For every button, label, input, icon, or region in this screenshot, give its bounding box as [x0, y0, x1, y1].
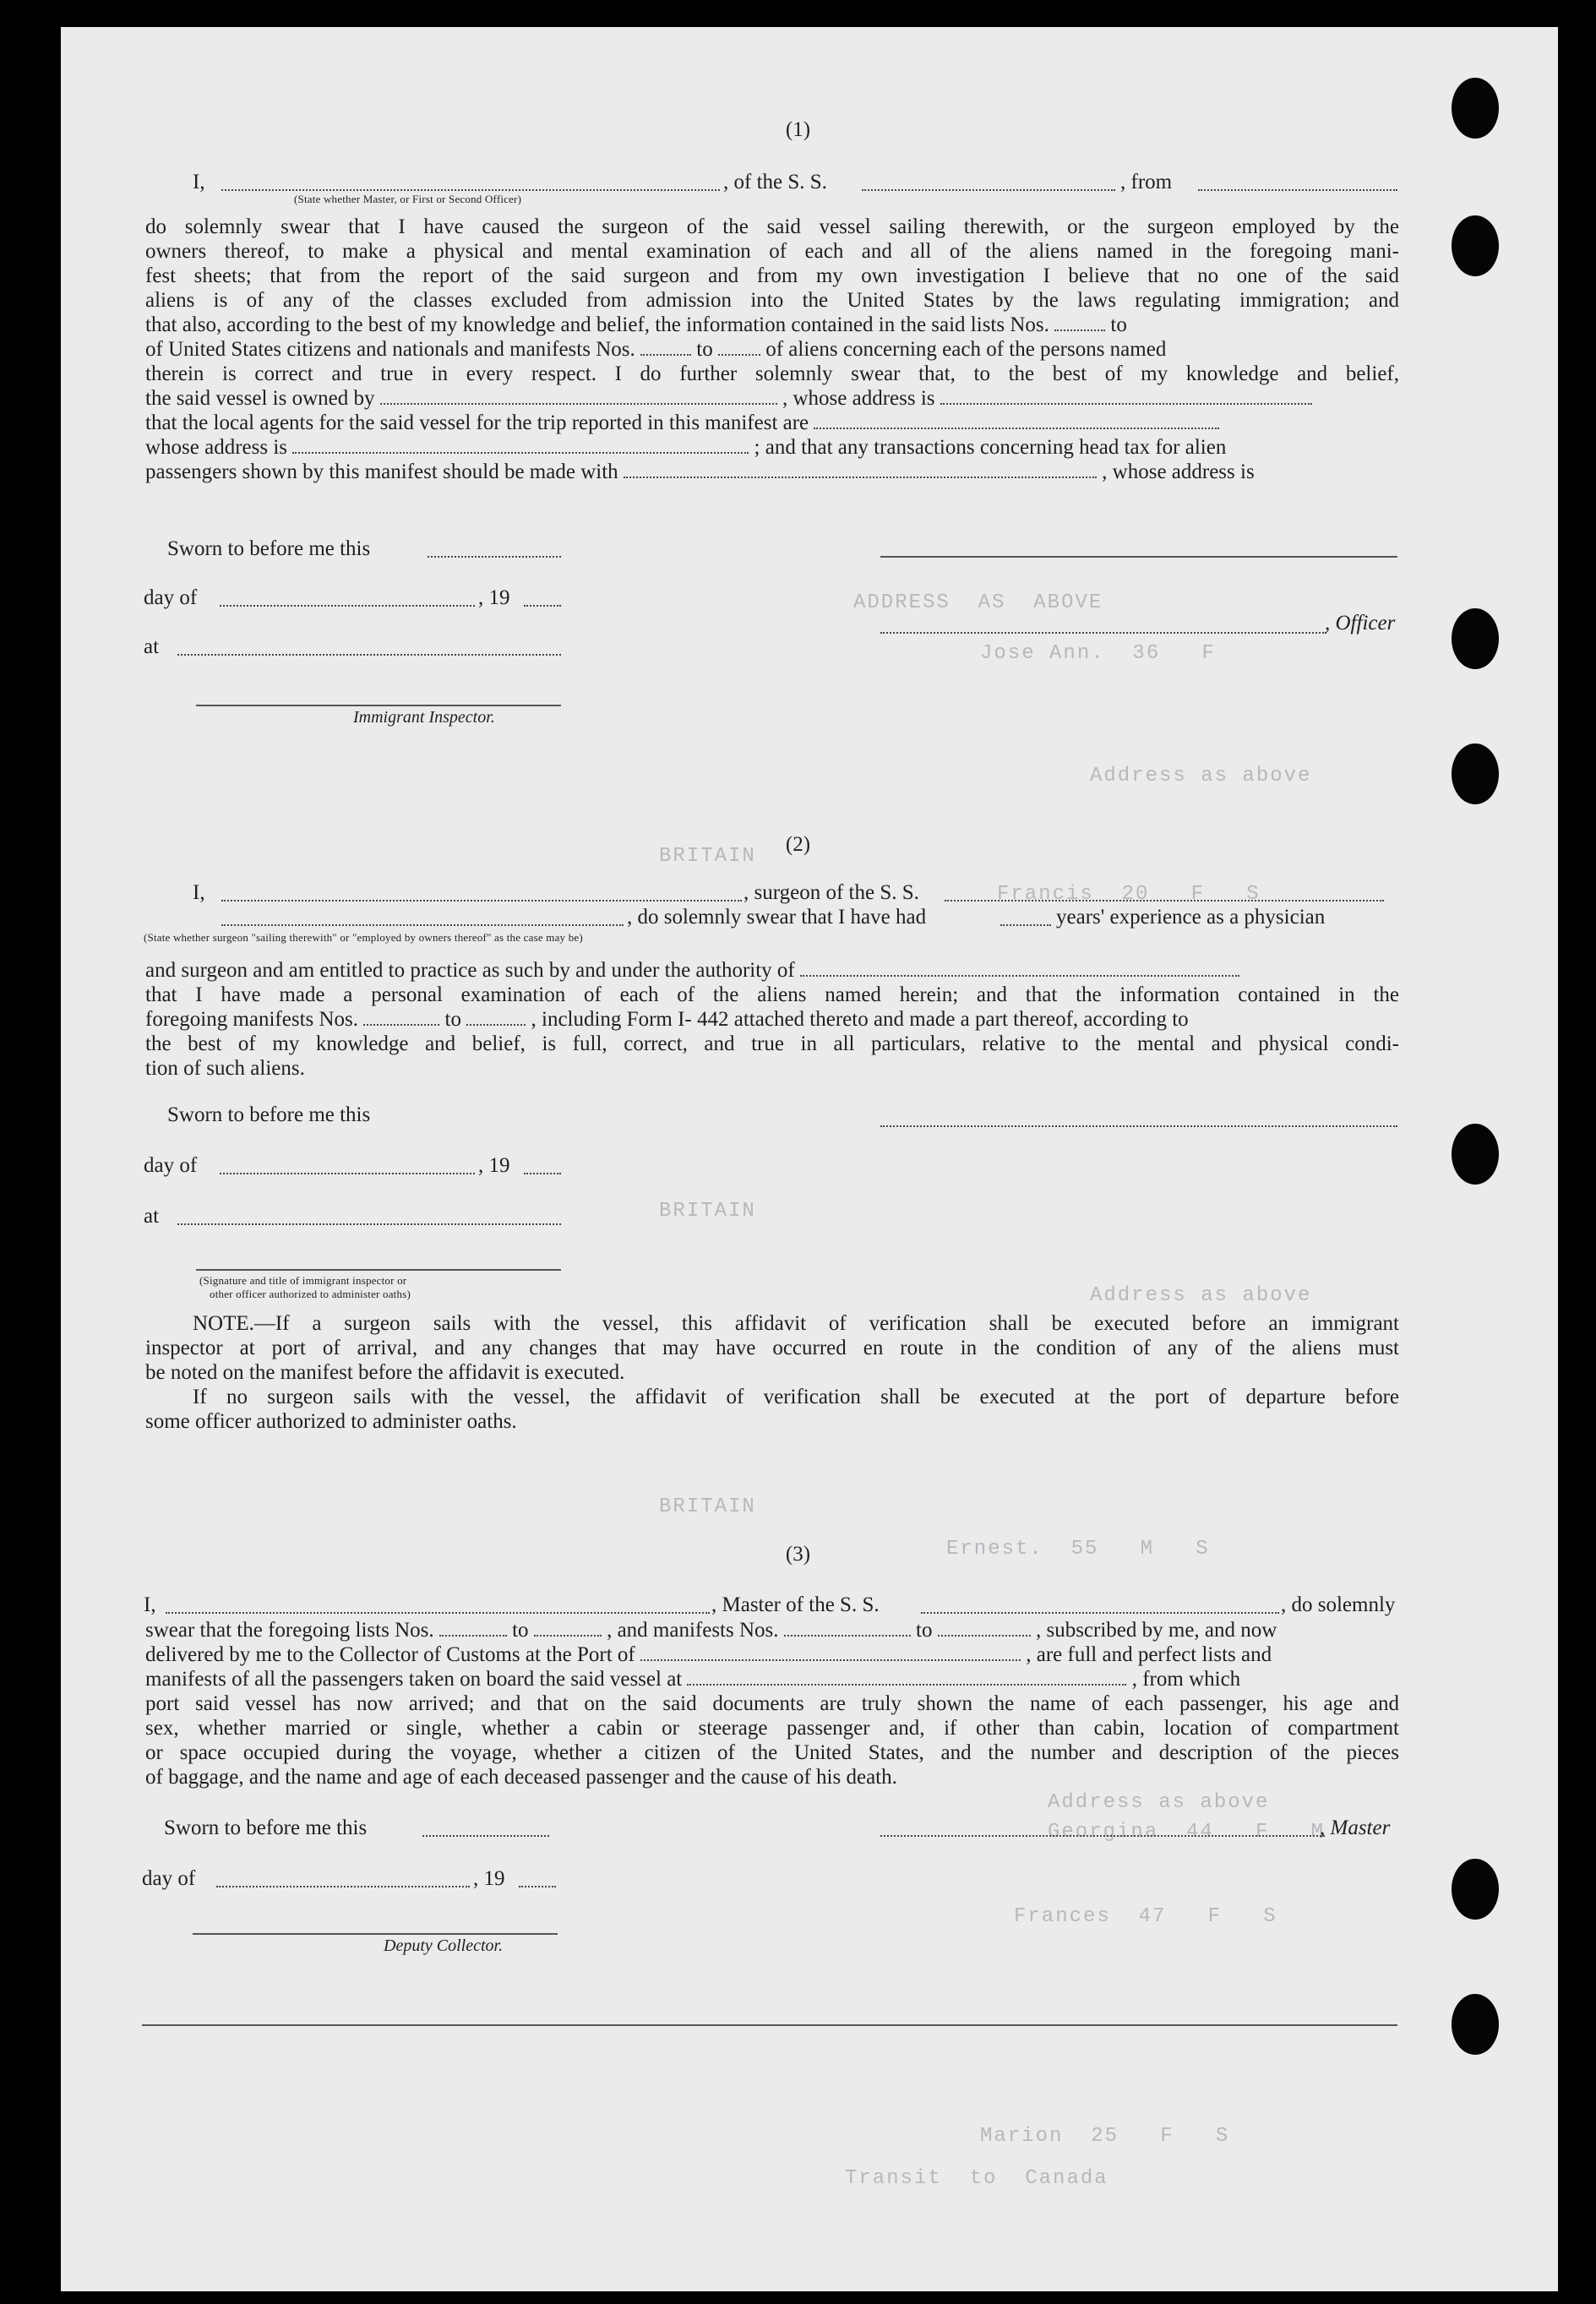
oath-line: [145, 313, 1399, 337]
declarant-i: I,: [193, 171, 205, 193]
oath-line: port said vessel has now arrived; and that on the said documents are truly shown the name of each passenger, his age and: [145, 1692, 1399, 1715]
port-field[interactable]: [640, 1642, 1021, 1661]
to-label: to: [444, 1008, 461, 1031]
authority-field[interactable]: [800, 958, 1239, 977]
sworn-label: Sworn to before me this: [164, 1817, 368, 1839]
oath-line-text: , and manifests Nos.: [607, 1619, 779, 1642]
year-field[interactable]: [519, 1884, 556, 1887]
list-no-field[interactable]: [1054, 313, 1105, 331]
oath-line: [145, 435, 1399, 460]
officer-signature-field[interactable]: [880, 630, 1326, 634]
oath-line: fest sheets; that from the report of the said surgeon and from my own investigation I believe that no one of the said: [145, 264, 1399, 287]
officer-note: (State whether Master, or First or Second Officer): [294, 193, 522, 205]
note-line: some officer authorized to administer oaths.: [145, 1410, 517, 1433]
signature-line: [880, 1124, 1397, 1127]
do-solemnly-label: , do solemnly: [1281, 1593, 1396, 1616]
oath-line-text: ; and that any transactions concerning head tax for alien: [754, 436, 1227, 459]
oath-line-text: delivered by me to the Collector of Customs at the Port of: [145, 1643, 635, 1666]
inspector-signature-line: [196, 703, 561, 706]
bleed-through-line: BRITAIN: [659, 845, 756, 868]
bleed-through-line: Jose Ann. 36 F: [980, 642, 1216, 665]
oath-line-text: passengers shown by this manifest should be made with: [145, 460, 618, 483]
to-label: to: [696, 338, 713, 361]
oath-line: [145, 411, 1399, 435]
oath-line-text: manifests of all the passengers taken on board the said vessel at: [145, 1668, 683, 1691]
oath-line-text: and surgeon and am entitled to practice as such by and under the authority of: [145, 959, 795, 982]
section-number: (1): [785, 118, 811, 141]
at-place-field[interactable]: [177, 652, 561, 656]
inspector-label: Immigrant Inspector.: [353, 708, 495, 727]
master-of-label: , Master of the S. S.: [711, 1593, 880, 1616]
year-label: , 19: [473, 1867, 505, 1890]
day-of-label: day of: [142, 1867, 196, 1890]
binder-hole: [1452, 1859, 1499, 1920]
of-the-ss-label: , of the S. S.: [723, 171, 827, 193]
master-signature-field[interactable]: [880, 1833, 1325, 1837]
owner-field[interactable]: [380, 386, 777, 405]
local-agents-field[interactable]: [814, 411, 1219, 429]
oath-line-text: , whose address is: [1102, 460, 1255, 483]
sworn-date-field[interactable]: [422, 1833, 549, 1837]
master-label: , Master: [1320, 1817, 1391, 1839]
day-of-field[interactable]: [220, 603, 475, 607]
owner-address-field[interactable]: [940, 386, 1312, 405]
note-line: be noted on the manifest before the affidavit is executed.: [145, 1361, 625, 1384]
bleed-through-line: Address as above: [1090, 765, 1312, 787]
signature-note: other officer authorized to administer oaths): [210, 1288, 411, 1300]
manifest-no-field[interactable]: [784, 1618, 911, 1637]
oath-line-text: , subscribed by me, and now: [1035, 1619, 1277, 1642]
years-experience-field[interactable]: [1000, 923, 1051, 926]
oath-line: [145, 460, 1399, 484]
oath-line: [145, 1642, 1399, 1667]
oath-line: [145, 386, 1399, 411]
day-of-field[interactable]: [220, 1171, 475, 1174]
oath-line-text: the said vessel is owned by: [145, 387, 375, 410]
year-label: , 19: [478, 1154, 510, 1177]
oath-line-text: that the local agents for the said vessel for the trip reported in this manifest are: [145, 411, 809, 434]
from-label: , from: [1120, 171, 1173, 193]
oath-line: or space occupied during the voyage, whether a citizen of the United States, and the number and description of the pieces: [145, 1741, 1399, 1764]
surgeon-type-field[interactable]: [221, 923, 624, 926]
year-label: , 19: [478, 586, 510, 609]
binder-hole: [1452, 1994, 1499, 2055]
day-of-label: day of: [144, 586, 198, 609]
oath-line: [145, 337, 1399, 362]
years-experience-label: years' experience as a physician: [1056, 906, 1326, 929]
oath-line-text: that also, according to the best of my knowledge and belief, the information contained in the said lists Nos.: [145, 313, 1049, 336]
do-solemnly-label: , do solemnly swear that I have had: [627, 906, 927, 929]
vessel-name-field[interactable]: [921, 1610, 1279, 1614]
oath-line-text: whose address is: [145, 436, 288, 459]
manifest-no-field[interactable]: [363, 1007, 439, 1026]
surgeon-note: (State whether surgeon "sailing therewith" or "employed by owners thereof" as the case may be): [144, 931, 583, 944]
surgeon-of-label: , surgeon of the S. S.: [744, 881, 919, 904]
bleed-through-line: Georgina 44 F M: [1048, 1821, 1326, 1844]
surgeon-name-field[interactable]: [221, 898, 742, 901]
to-label: to: [916, 1619, 933, 1642]
bleed-through-line: BRITAIN: [659, 1495, 756, 1518]
oath-line-text: , are full and perfect lists and: [1026, 1643, 1272, 1666]
departure-port-field[interactable]: [687, 1667, 1126, 1686]
oath-line: the best of my knowledge and belief, is full, correct, and true in all particulars, relative to the mental and physical condi-: [145, 1032, 1399, 1055]
bleed-through-line: Ernest. 55 M S: [946, 1538, 1210, 1561]
from-port-field[interactable]: [1198, 188, 1397, 191]
master-name-field[interactable]: [166, 1610, 710, 1614]
bottom-rule: [142, 2023, 1397, 2026]
oath-line-text: of aliens concerning each of the persons named: [765, 338, 1167, 361]
head-tax-party-field[interactable]: [624, 460, 1097, 478]
oath-line: [145, 1667, 1399, 1691]
oath-line-text: , whose address is: [782, 387, 935, 410]
oath-line-text: of United States citizens and nationals and manifests Nos.: [145, 338, 635, 361]
bleed-through-line: Frances 47 F S: [1014, 1905, 1277, 1928]
officer-name-field[interactable]: [221, 188, 720, 191]
note-line: inspector at port of arrival, and any changes that may have occurred en route in the condition of any of the aliens must: [145, 1337, 1399, 1359]
oath-line: [145, 958, 1399, 983]
bleed-through-line: Address as above: [1090, 1284, 1312, 1307]
oath-line: [145, 1007, 1399, 1032]
bleed-through-line: Francis 20 F S: [997, 883, 1261, 906]
at-place-field[interactable]: [177, 1222, 561, 1225]
manifest-no-field[interactable]: [640, 337, 691, 356]
bleed-through-line: ADDRESS AS ABOVE: [853, 591, 1103, 614]
year-field[interactable]: [524, 1171, 561, 1174]
binder-hole: [1452, 1124, 1499, 1185]
list-no-field[interactable]: [439, 1618, 507, 1637]
declarant-i: I,: [144, 1593, 156, 1616]
collector-label: Deputy Collector.: [384, 1936, 504, 1955]
oath-line-text: swear that the foregoing lists Nos.: [145, 1619, 434, 1642]
collector-signature-line: [193, 1931, 558, 1935]
signature-note: (Signature and title of immigrant inspector or: [199, 1274, 407, 1287]
note-line: If no surgeon sails with the vessel, the affidavit of verification shall be executed at the port of departure before: [193, 1386, 1399, 1408]
oath-line: sex, whether married or single, whether a cabin or steerage passenger and, if other than cabin, location of compartment: [145, 1717, 1399, 1740]
bleed-through-line: Address as above: [1048, 1791, 1270, 1814]
oath-line: aliens is of any of the classes excluded from admission into the United States by the laws regulating immigration; and: [145, 289, 1399, 312]
to-label: to: [1110, 313, 1127, 336]
oath-line: owners thereof, to make a physical and mental examination of each and all of the aliens named in the foregoing mani-: [145, 240, 1399, 263]
bleed-through-line: Transit to Canada: [845, 2167, 1108, 2190]
day-of-label: day of: [144, 1154, 198, 1177]
binder-hole: [1452, 743, 1499, 804]
oath-line-text: foregoing manifests Nos.: [145, 1008, 359, 1031]
vessel-name-field[interactable]: [862, 188, 1115, 191]
note-line: NOTE.—If a surgeon sails with the vessel, this affidavit of verification shall be executed before an immigrant: [193, 1312, 1399, 1335]
manifest-no-field[interactable]: [718, 337, 760, 356]
sworn-label: Sworn to before me this: [167, 537, 371, 560]
at-label: at: [144, 635, 160, 658]
oath-line-text: , including Form I- 442 attached thereto and made a part thereof, according to: [531, 1008, 1189, 1031]
oath-line: of baggage, and the name and age of each deceased passenger and the cause of his death.: [145, 1766, 897, 1789]
day-of-field[interactable]: [216, 1884, 470, 1887]
oath-line: tion of such aliens.: [145, 1057, 305, 1080]
oath-line: therein is correct and true in every respect. I do further solemnly swear that, to the best of my knowledge and belief,: [145, 362, 1399, 385]
binder-hole: [1452, 215, 1499, 276]
oath-line: do solemnly swear that I have caused the surgeon of the said vessel sailing therewith, or the surgeon employed by the: [145, 215, 1399, 238]
year-field[interactable]: [524, 603, 561, 607]
oath-line: that I have made a personal examination of each of the aliens named herein; and that the information contained in the: [145, 983, 1399, 1006]
sworn-date-field[interactable]: [428, 554, 561, 558]
oath-line: [145, 1618, 1399, 1642]
manifest-no-field[interactable]: [466, 1007, 526, 1026]
section-number: (3): [785, 1543, 811, 1566]
binder-hole: [1452, 608, 1499, 669]
at-label: at: [144, 1205, 160, 1228]
vessel-name-field[interactable]: [945, 898, 1384, 901]
signature-line: [880, 554, 1397, 558]
list-no-field[interactable]: [534, 1618, 602, 1637]
officer-label: , Officer: [1325, 612, 1396, 635]
agents-address-field[interactable]: [292, 435, 749, 454]
bleed-through-line: Marion 25 F S: [980, 2125, 1230, 2148]
oath-line-text: , from which: [1131, 1668, 1241, 1691]
bleed-through-line: BRITAIN: [659, 1200, 756, 1223]
inspector-signature-line: [196, 1267, 561, 1271]
to-label: to: [512, 1619, 529, 1642]
section-number: (2): [785, 833, 811, 856]
sworn-label: Sworn to before me this: [167, 1103, 371, 1126]
manifest-no-field[interactable]: [938, 1618, 1031, 1637]
declarant-i: I,: [193, 881, 205, 904]
